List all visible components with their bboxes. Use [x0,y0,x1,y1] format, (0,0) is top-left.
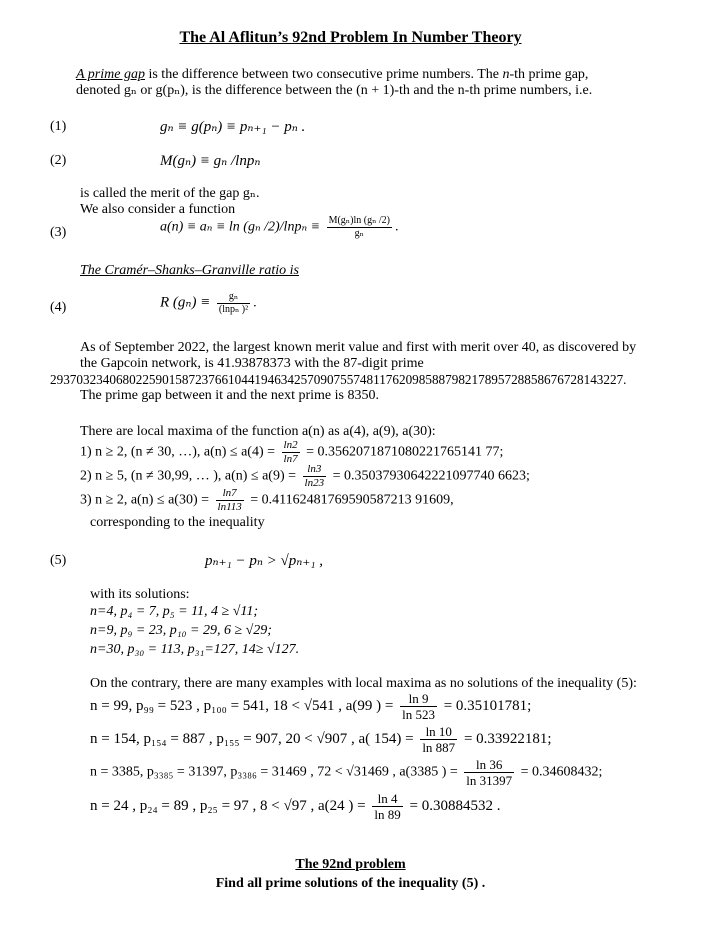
prime-gap-term: A prime gap [76,67,145,82]
case-1: 1) n ≥ 2, (n ≠ 30, …), a(n) ≤ a(4) = $\frac{\ln 2}{\ln 7}$ = 0.3562071871080221765141 77; [80,439,504,465]
merit-text: is called the merit of the gap gₙ. [80,186,260,201]
prime-87-digit: 293703234068022590158723766104419463425709075574811762098588798217895728858676728143227. [50,372,627,387]
ratio-text: The Cramér–Shanks–Granville ratio is [80,263,299,278]
solution-3: n=30, p₃₀ = 113, p₃₁=127, 14≥ √127. [90,642,300,657]
example-154: n = 154, p₁₅₄ = 887 , p₁₅₅ = 907, 20 < √907 , a( 154) = $\frac{\ln 10}{\ln 887}$ = 0.33922181; [90,724,552,755]
eq3-fraction: $\frac{\text{M(gₙ)ln (gₙ /2)}}{\text{gₙ}}$ [328,215,390,239]
problem-heading: The 92nd problem [295,857,406,872]
corresponding-text: corresponding to the inequality [90,515,265,530]
intro-line-1: A prime gap is the difference between two consecutive prime numbers. The n-th prime gap, [76,67,589,82]
case-3: 3) n ≥ 2, a(n) ≤ a(30) = $\frac{\ln 7}{\ln 113}$ = 0.41162481769590587213 91609, [80,487,454,513]
equation-4: R (gₙ) ≡ $\frac{\text{gₙ}}{\text{(lnpₙ )²}}$ . [160,291,257,315]
gap-line: The prime gap between it and the next prime is 8350. [80,388,379,403]
solutions-text: with its solutions: [90,587,190,602]
solution-2: n=9, p₉ = 23, p₁₀ = 29, 6 ≥ √29; [90,623,272,638]
eq-label-5: (5) [50,553,67,568]
local-maxima-text: There are local maxima of the function a(n) as a(4), a(9), a(30): [80,424,436,439]
equation-3: a(n) ≡ aₙ ≡ ln (gₙ /2)/lnpₙ ≡ $\frac{\text{M(gₙ)ln (gₙ /2)}}{\text{gₙ}}$ . [160,215,399,239]
example-24: n = 24 , p₂₄ = 89 , p₂₅ = 97 , 8 < √97 , a(24 ) = $\frac{\ln 4}{\ln 89}$ = 0.30884532 . [90,791,501,822]
equation-1: gₙ ≡ g(pₙ) ≡ pₙ₊₁ − pₙ . [160,119,306,135]
eq-label-4: (4) [50,300,67,315]
example-3385: n = 3385, p₃₃₈₅ = 31397, p₃₃₈₆ = 31469 , 72 < √31469 , a(3385 ) = $\frac{\ln 36}{\ln 31397}$ = 0.34608432; [90,757,603,788]
case-2: 2) n ≥ 5, (n ≠ 30,99, … ), a(n) ≤ a(9) = $\frac{\ln 3}{\ln 23}$ = 0.35037930642221097740 6623; [80,463,530,489]
solution-1: n=4, p₄ = 7, p₅ = 11, 4 ≥ √11; [90,604,259,619]
september-line-2: the Gapcoin network, is 41.93878373 with the 87-digit prime [80,356,424,371]
contrary-text: On the contrary, there are many examples with local maxima as no solutions of the inequality (5): [90,676,637,691]
eq4-fraction: $\frac{\text{gₙ}}{\text{(lnpₙ )²}}$ [218,291,249,315]
eq-label-1: (1) [50,119,67,134]
page-title: The Al Aflitun’s 92nd Problem In Number Theory [179,29,522,46]
problem-text: Find all prime solutions of the inequality (5) . [215,876,486,891]
equation-5: pₙ₊₁ − pₙ > √pₙ₊₁ , [205,553,323,569]
example-99: n = 99, p₉₉ = 523 , p₁₀₀ = 541, 18 < √541 , a(99 ) = $\frac{\ln 9}{\ln 523}$ = 0.35101781; [90,691,532,722]
eq-label-2: (2) [50,153,67,168]
september-line-1: As of September 2022, the largest known merit value and first with merit over 40, as discovered by [80,340,637,355]
equation-2: M(gₙ) ≡ gₙ /lnpₙ [160,153,261,169]
consider-text: We also consider a function [80,202,236,217]
intro-line-2: denoted gₙ or g(pₙ), is the difference between the (n + 1)-th and the n-th prime numbers, i.e. [76,83,593,98]
eq-label-3: (3) [50,225,67,240]
